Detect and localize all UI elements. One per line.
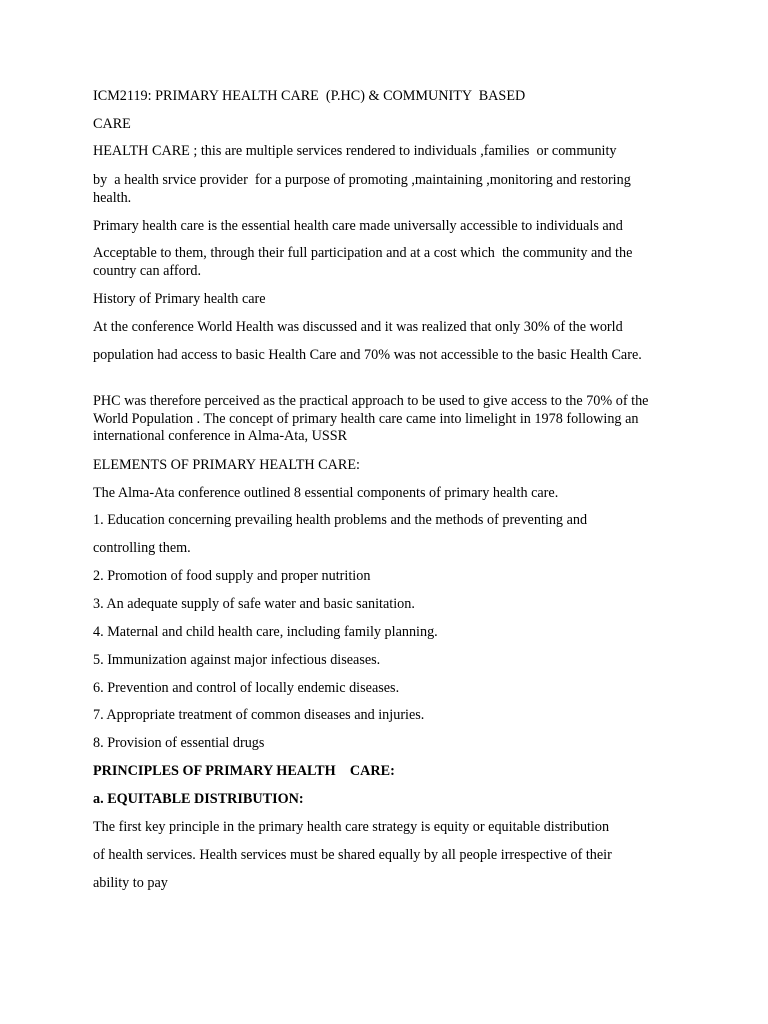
element-item-1-line-2: controlling them. [93,540,191,556]
phc-definition-line-2: Acceptable to them, through their full participation and at a cost which the community and the country can afford. [93,245,636,279]
element-item-5: 5. Immunization against major infectious diseases. [93,652,381,668]
element-item-8: 8. Provision of essential drugs [93,735,265,751]
document-title-line-2: CARE [93,116,131,132]
history-paragraph-line-2: population had access to basic Health Care and 70% was not accessible to the basic Health Care. [93,347,642,363]
principle-a-heading: a. EQUITABLE DISTRIBUTION: [93,791,304,807]
principles-heading: PRINCIPLES OF PRIMARY HEALTH CARE: [93,763,395,779]
history-heading: History of Primary health care [93,291,266,307]
document-title-line-1: ICM2119: PRIMARY HEALTH CARE (P.HC) & COMMUNITY BASED [93,88,526,104]
element-item-4: 4. Maternal and child health care, including family planning. [93,624,438,640]
element-item-3: 3. An adequate supply of safe water and basic sanitation. [93,596,415,612]
phc-definition-line-1: Primary health care is the essential health care made universally accessible to individuals and [93,218,623,234]
element-item-7: 7. Appropriate treatment of common diseases and injuries. [93,707,425,723]
principle-a-line-3: ability to pay [93,875,168,891]
elements-heading: ELEMENTS OF PRIMARY HEALTH CARE: [93,457,360,473]
history-paragraph-2: PHC was therefore perceived as the practical approach to be used to give access to the 70% of the World Population . The concept of primary health care came into limelight in 1978 following an international conference in Alma-Ata, USSR [93,393,649,444]
health-care-definition-line-2: by a health srvice provider for a purpose of promoting ,maintaining ,monitoring and restoring health. [93,172,638,206]
health-care-definition-line-1: HEALTH CARE ; this are multiple services rendered to individuals ,families or community [93,143,617,159]
principle-a-line-2: of health services. Health services must be shared equally by all people irrespective of their [93,847,612,863]
history-paragraph-line-1: At the conference World Health was discussed and it was realized that only 30% of the world [93,319,623,335]
principle-a-line-1: The first key principle in the primary health care strategy is equity or equitable distribution [93,819,610,835]
element-item-6: 6. Prevention and control of locally endemic diseases. [93,680,400,696]
element-item-2: 2. Promotion of food supply and proper nutrition [93,568,371,584]
elements-intro: The Alma-Ata conference outlined 8 essential components of primary health care. [93,485,559,501]
element-item-1-line-1: 1. Education concerning prevailing health problems and the methods of preventing and [93,512,588,528]
